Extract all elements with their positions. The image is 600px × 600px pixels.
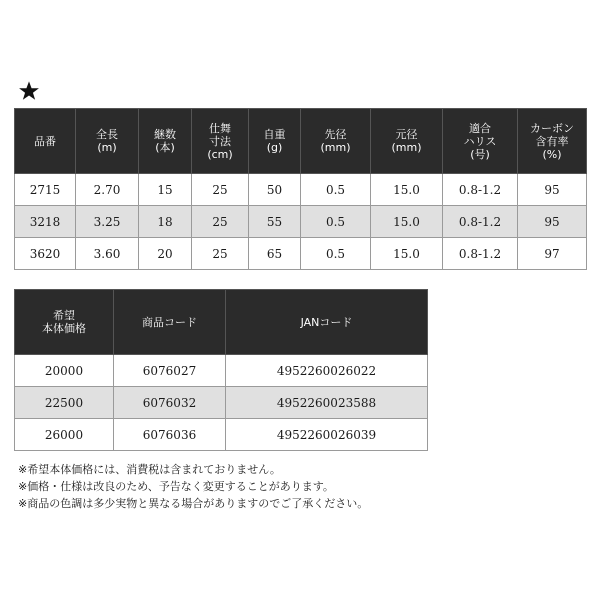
table-cell: 3620: [15, 238, 76, 270]
table-cell: 6076032: [114, 387, 226, 419]
notes: [18, 461, 368, 512]
spec-header-cell: 品番: [15, 109, 76, 174]
note-line: ※価格・仕様は改良のため、予告なく変更することがあります。: [18, 480, 334, 493]
table-row: [15, 355, 428, 387]
table-cell: 20000: [15, 355, 114, 387]
table-cell: 97: [518, 238, 587, 270]
spec-header-cell: 全長 (m): [76, 109, 139, 174]
table-cell: 15: [139, 174, 192, 206]
spec-header-row: [15, 109, 587, 174]
table-cell: 50: [249, 174, 301, 206]
spec-header-cell: 先径 (mm): [301, 109, 371, 174]
table-row: [15, 419, 428, 451]
spec-header-cell: 適合 ハリス (号): [443, 109, 518, 174]
table-row: [15, 174, 587, 206]
table-cell: 3.60: [76, 238, 139, 270]
table-cell: 0.8-1.2: [443, 206, 518, 238]
table-cell: 26000: [15, 419, 114, 451]
table-row: [15, 238, 587, 270]
table-cell: 4952260026022: [226, 355, 428, 387]
table-cell: 3.25: [76, 206, 139, 238]
table-cell: 15.0: [371, 238, 443, 270]
table-cell: 15.0: [371, 174, 443, 206]
star-icon: [18, 80, 40, 102]
table-cell: 65: [249, 238, 301, 270]
table-cell: 2715: [15, 174, 76, 206]
table-cell: 2.70: [76, 174, 139, 206]
table-cell: 0.8-1.2: [443, 174, 518, 206]
table-cell: 15.0: [371, 206, 443, 238]
spec-header-cell: 継数 (本): [139, 109, 192, 174]
spec-table: [14, 108, 587, 270]
price-header-cell: 商品コード: [114, 290, 226, 355]
price-header-cell: JANコード: [226, 290, 428, 355]
table-cell: 0.5: [301, 206, 371, 238]
table-cell: 4952260023588: [226, 387, 428, 419]
table-cell: 95: [518, 206, 587, 238]
table-cell: 4952260026039: [226, 419, 428, 451]
table-cell: 18: [139, 206, 192, 238]
table-cell: 25: [192, 238, 249, 270]
table-cell: 22500: [15, 387, 114, 419]
price-table: [14, 289, 428, 451]
table-cell: 25: [192, 206, 249, 238]
table-cell: 55: [249, 206, 301, 238]
table-cell: 0.5: [301, 238, 371, 270]
note-line: ※商品の色調は多少実物と異なる場合がありますのでご了承ください。: [18, 497, 369, 510]
table-cell: 0.5: [301, 174, 371, 206]
table-row: [15, 387, 428, 419]
spec-header-cell: カーボン 含有率 (%): [518, 109, 587, 174]
spec-header-cell: 自重 (g): [249, 109, 301, 174]
table-cell: 0.8-1.2: [443, 238, 518, 270]
table-cell: 20: [139, 238, 192, 270]
price-header-cell: 希望 本体価格: [15, 290, 114, 355]
price-header-row: [15, 290, 428, 355]
table-row: [15, 206, 587, 238]
spec-header-cell: 仕舞 寸法 (cm): [192, 109, 249, 174]
table-cell: 3218: [15, 206, 76, 238]
table-cell: 25: [192, 174, 249, 206]
table-cell: 6076027: [114, 355, 226, 387]
spec-header-cell: 元径 (mm): [371, 109, 443, 174]
table-cell: 95: [518, 174, 587, 206]
note-line: ※希望本体価格には、消費税は含まれておりません。: [18, 463, 281, 476]
table-cell: 6076036: [114, 419, 226, 451]
